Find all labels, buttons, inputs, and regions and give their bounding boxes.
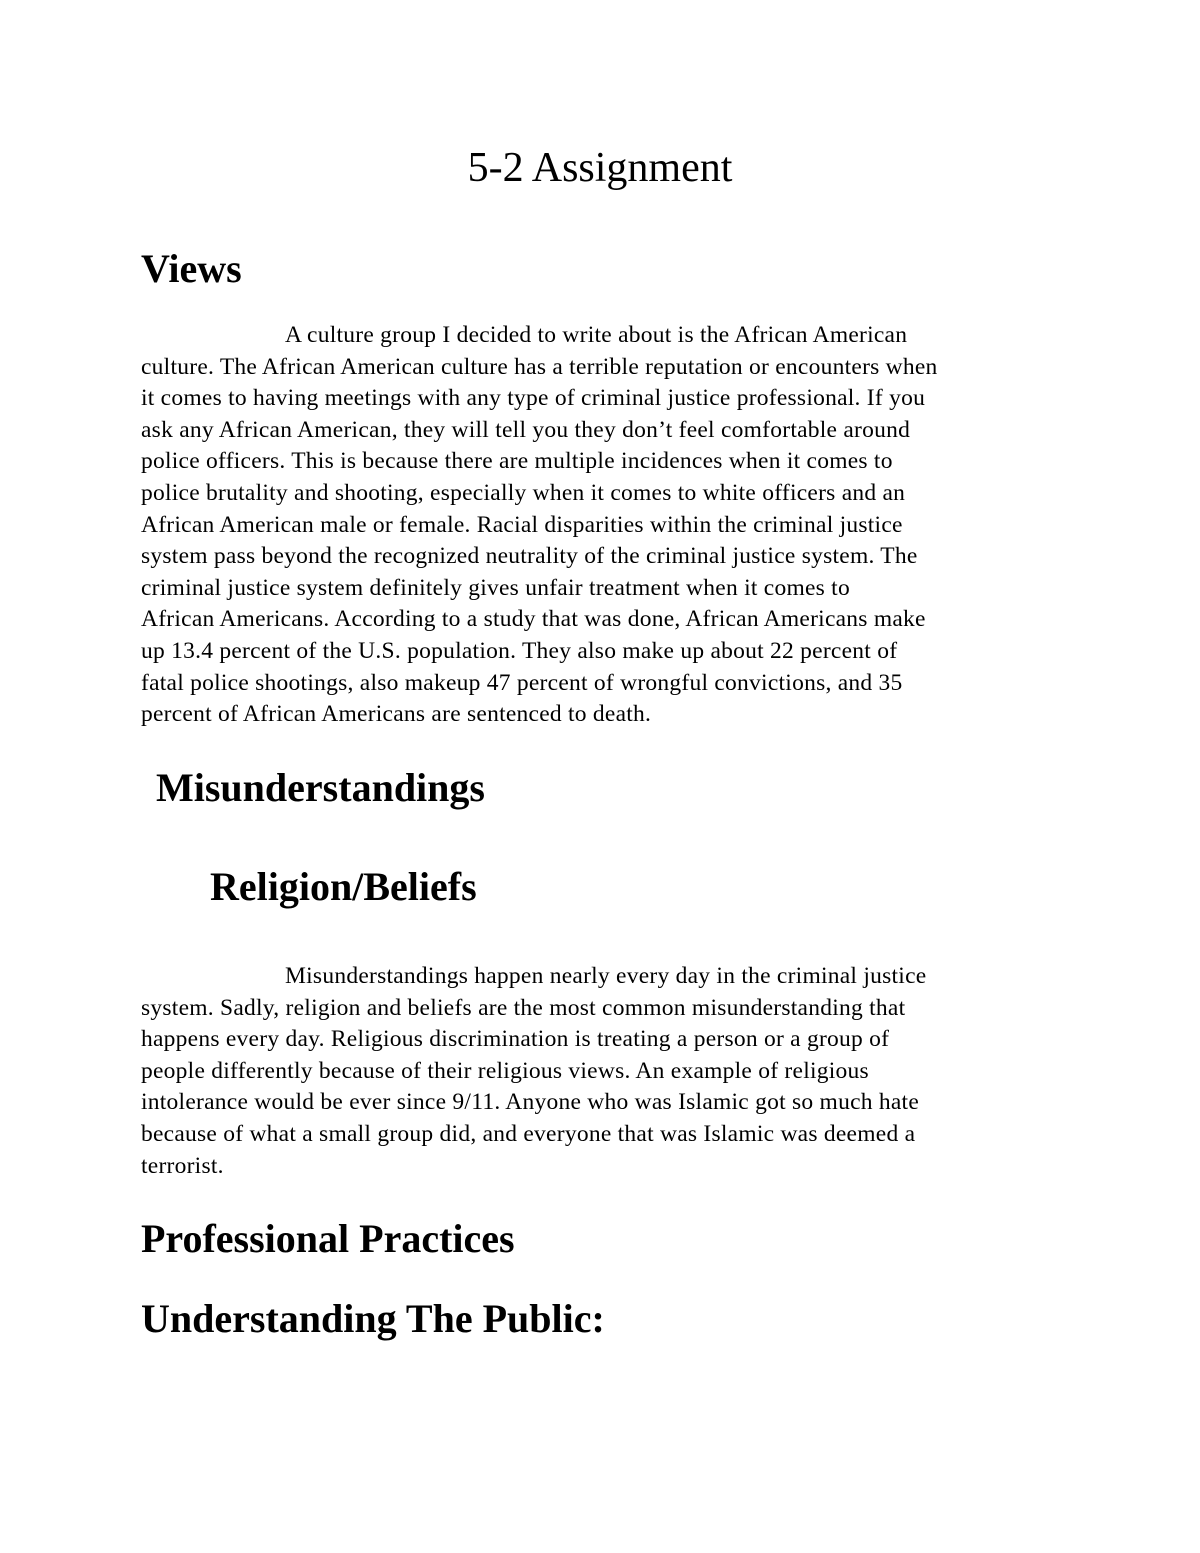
paragraph-line: police brutality and shooting, especially when it comes to white officers and an: [141, 479, 906, 506]
paragraph-line: police officers. This is because there are multiple incidences when it comes to: [141, 448, 893, 475]
paragraph-line: criminal justice system definitely gives unfair treatment when it comes to: [141, 574, 850, 601]
paragraph-line: terrorist.: [141, 1152, 224, 1179]
section-heading-misunderstandings: Misunderstandings: [156, 765, 485, 810]
paragraph-line: culture. The African American culture has a terrible reputation or encounters when: [141, 353, 938, 380]
paragraph-line: intolerance would be ever since 9/11. Anyone who was Islamic got so much hate: [141, 1089, 920, 1116]
misunderstandings-paragraph: [141, 961, 1071, 1182]
paragraph-line: Misunderstandings happen nearly every day in the criminal justice: [285, 963, 927, 989]
paragraph-line: because of what a small group did, and everyone that was Islamic was deemed a: [141, 1120, 916, 1147]
subheading-understanding-the-public: Understanding The Public:: [141, 1296, 605, 1341]
paragraph-line: percent of African Americans are sentenced to death.: [141, 701, 652, 728]
paragraph-line: fatal police shootings, also makeup 47 percent of wrongful convictions, and 35: [141, 669, 903, 696]
paragraph-line: system pass beyond the recognized neutrality of the criminal justice system. The: [141, 543, 918, 570]
paragraph-line: African American male or female. Racial disparities within the criminal justice: [141, 511, 903, 538]
paragraph-line: it comes to having meetings with any type of criminal justice professional. If you: [141, 385, 926, 412]
document-title: 5-2 Assignment: [467, 145, 733, 191]
paragraph-line: happens every day. Religious discrimination is treating a person or a group of: [141, 1026, 890, 1053]
subheading-religion-beliefs: Religion/Beliefs: [210, 864, 477, 909]
paragraph-line: system. Sadly, religion and beliefs are the most common misunderstanding that: [141, 994, 906, 1021]
paragraph-line: African Americans. According to a study that was done, African Americans make: [141, 606, 926, 633]
paragraph-line: A culture group I decided to write about is the African American: [285, 322, 908, 348]
section-heading-professional-practices: Professional Practices: [141, 1216, 515, 1261]
paragraph-line: up 13.4 percent of the U.S. population. They also make up about 22 percent of: [141, 637, 898, 664]
section-heading-views: Views: [141, 246, 242, 291]
paragraph-line: people differently because of their religious views. An example of religious: [141, 1057, 869, 1084]
views-paragraph: [141, 320, 1071, 731]
paragraph-line: ask any African American, they will tell you they don’t feel comfortable around: [141, 416, 911, 443]
